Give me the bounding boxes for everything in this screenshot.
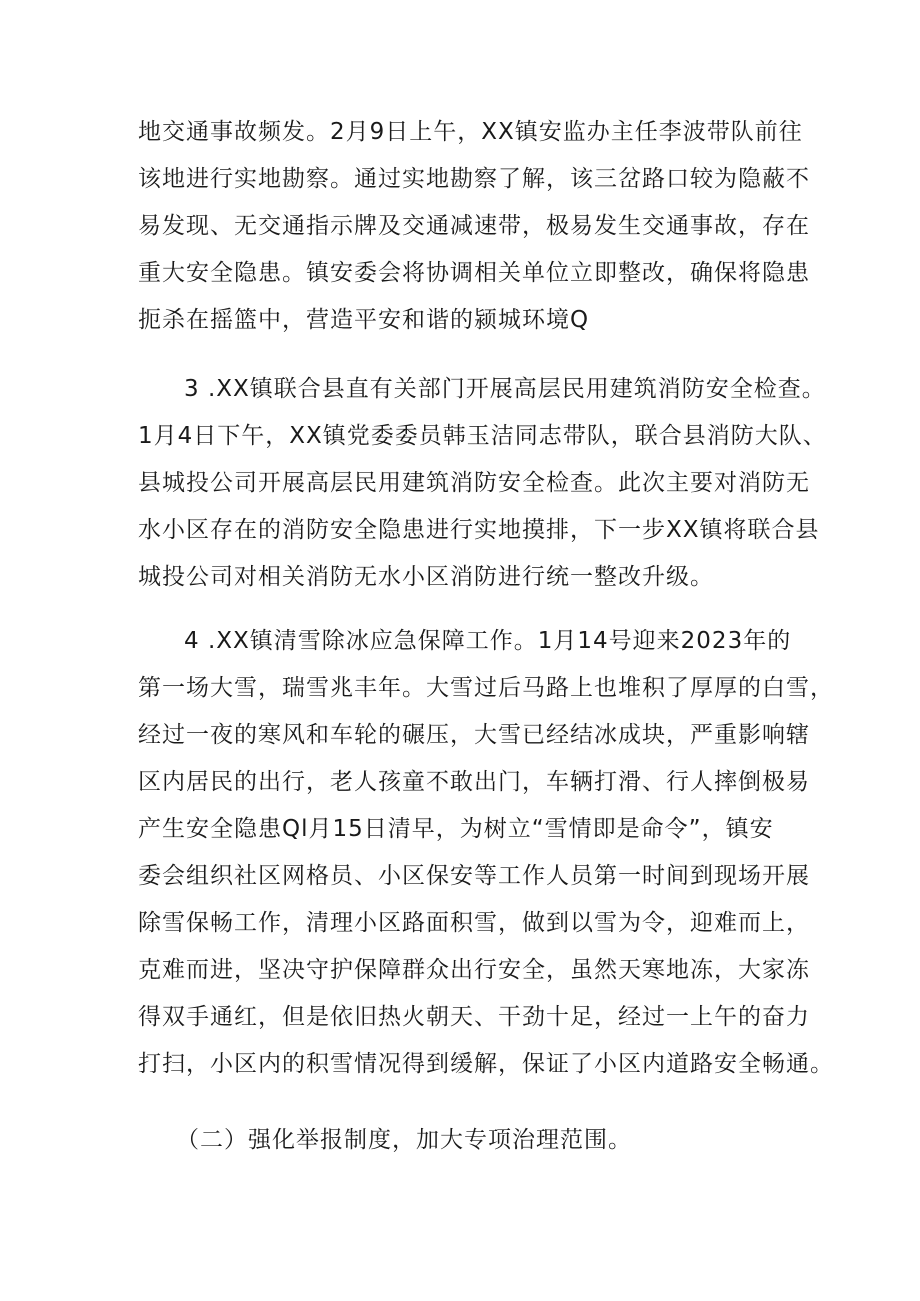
paragraph-line: 3 .XX镇联合县直有关部门开展高层民用建筑消防安全检查。 <box>184 376 826 402</box>
paragraph-line: 城投公司对相关消防无水小区消防进行统一整改升级。 <box>138 564 714 590</box>
paragraph-line: 区内居民的出行，老人孩童不敢出门，车辆打滑、行人摔倒极易 <box>138 769 810 795</box>
paragraph-line: 4 .XX镇清雪除冰应急保障工作。1月14号迎来2023年的 <box>184 628 792 654</box>
paragraph-line: 易发现、无交通指示牌及交通减速带，极易发生交通事故，存在 <box>138 213 810 239</box>
paragraph-line: 该地进行实地勘察。通过实地勘察了解，该三岔路口较为隐蔽不 <box>138 166 810 192</box>
paragraph-line: 县城投公司开展高层民用建筑消防安全检查。此次主要对消防无 <box>138 470 810 496</box>
paragraph-line: 地交通事故频发。2月9日上午，XX镇安监办主任李波带队前往 <box>138 119 803 145</box>
paragraph-line: 委会组织社区网格员、小区保安等工作人员第一时间到现场开展 <box>138 863 810 889</box>
paragraph-line: 克难而进，坚决守护保障群众出行安全，虽然天寒地冻，大家冻 <box>138 957 810 983</box>
section-heading: （二）强化举报制度，加大专项治理范围。 <box>176 1127 632 1153</box>
paragraph-line: 经过一夜的寒风和车轮的碾压，大雪已经结冰成块，严重影响辖 <box>138 722 810 748</box>
paragraph-line: 水小区存在的消防安全隐患进行实地摸排，下一步XX镇将联合县 <box>138 517 820 543</box>
paragraph-line: 重大安全隐患。镇安委会将协调相关单位立即整改，确保将隐患 <box>138 260 810 286</box>
paragraph-line: 打扫，小区内的积雪情况得到缓解，保证了小区内道路安全畅通。 <box>138 1051 834 1077</box>
paragraph-line: 得双手通红，但是依旧热火朝天、干劲十足，经过一上午的奋力 <box>138 1004 810 1030</box>
paragraph-line: 1月4日下午，XX镇党委委员韩玉洁同志带队，联合县消防大队、 <box>138 423 827 449</box>
paragraph-line: 产生安全隐患Ql月15日清早，为树立“雪情即是命令”，镇安 <box>138 816 774 842</box>
paragraph-line: 第一场大雪，瑞雪兆丰年。大雪过后马路上也堆积了厚厚的白雪， <box>138 675 834 701</box>
paragraph-line: 除雪保畅工作，清理小区路面积雪，做到以雪为令，迎难而上， <box>138 910 810 936</box>
paragraph-line: 扼杀在摇篮中，营造平安和谐的颍城环境Q <box>138 307 590 333</box>
